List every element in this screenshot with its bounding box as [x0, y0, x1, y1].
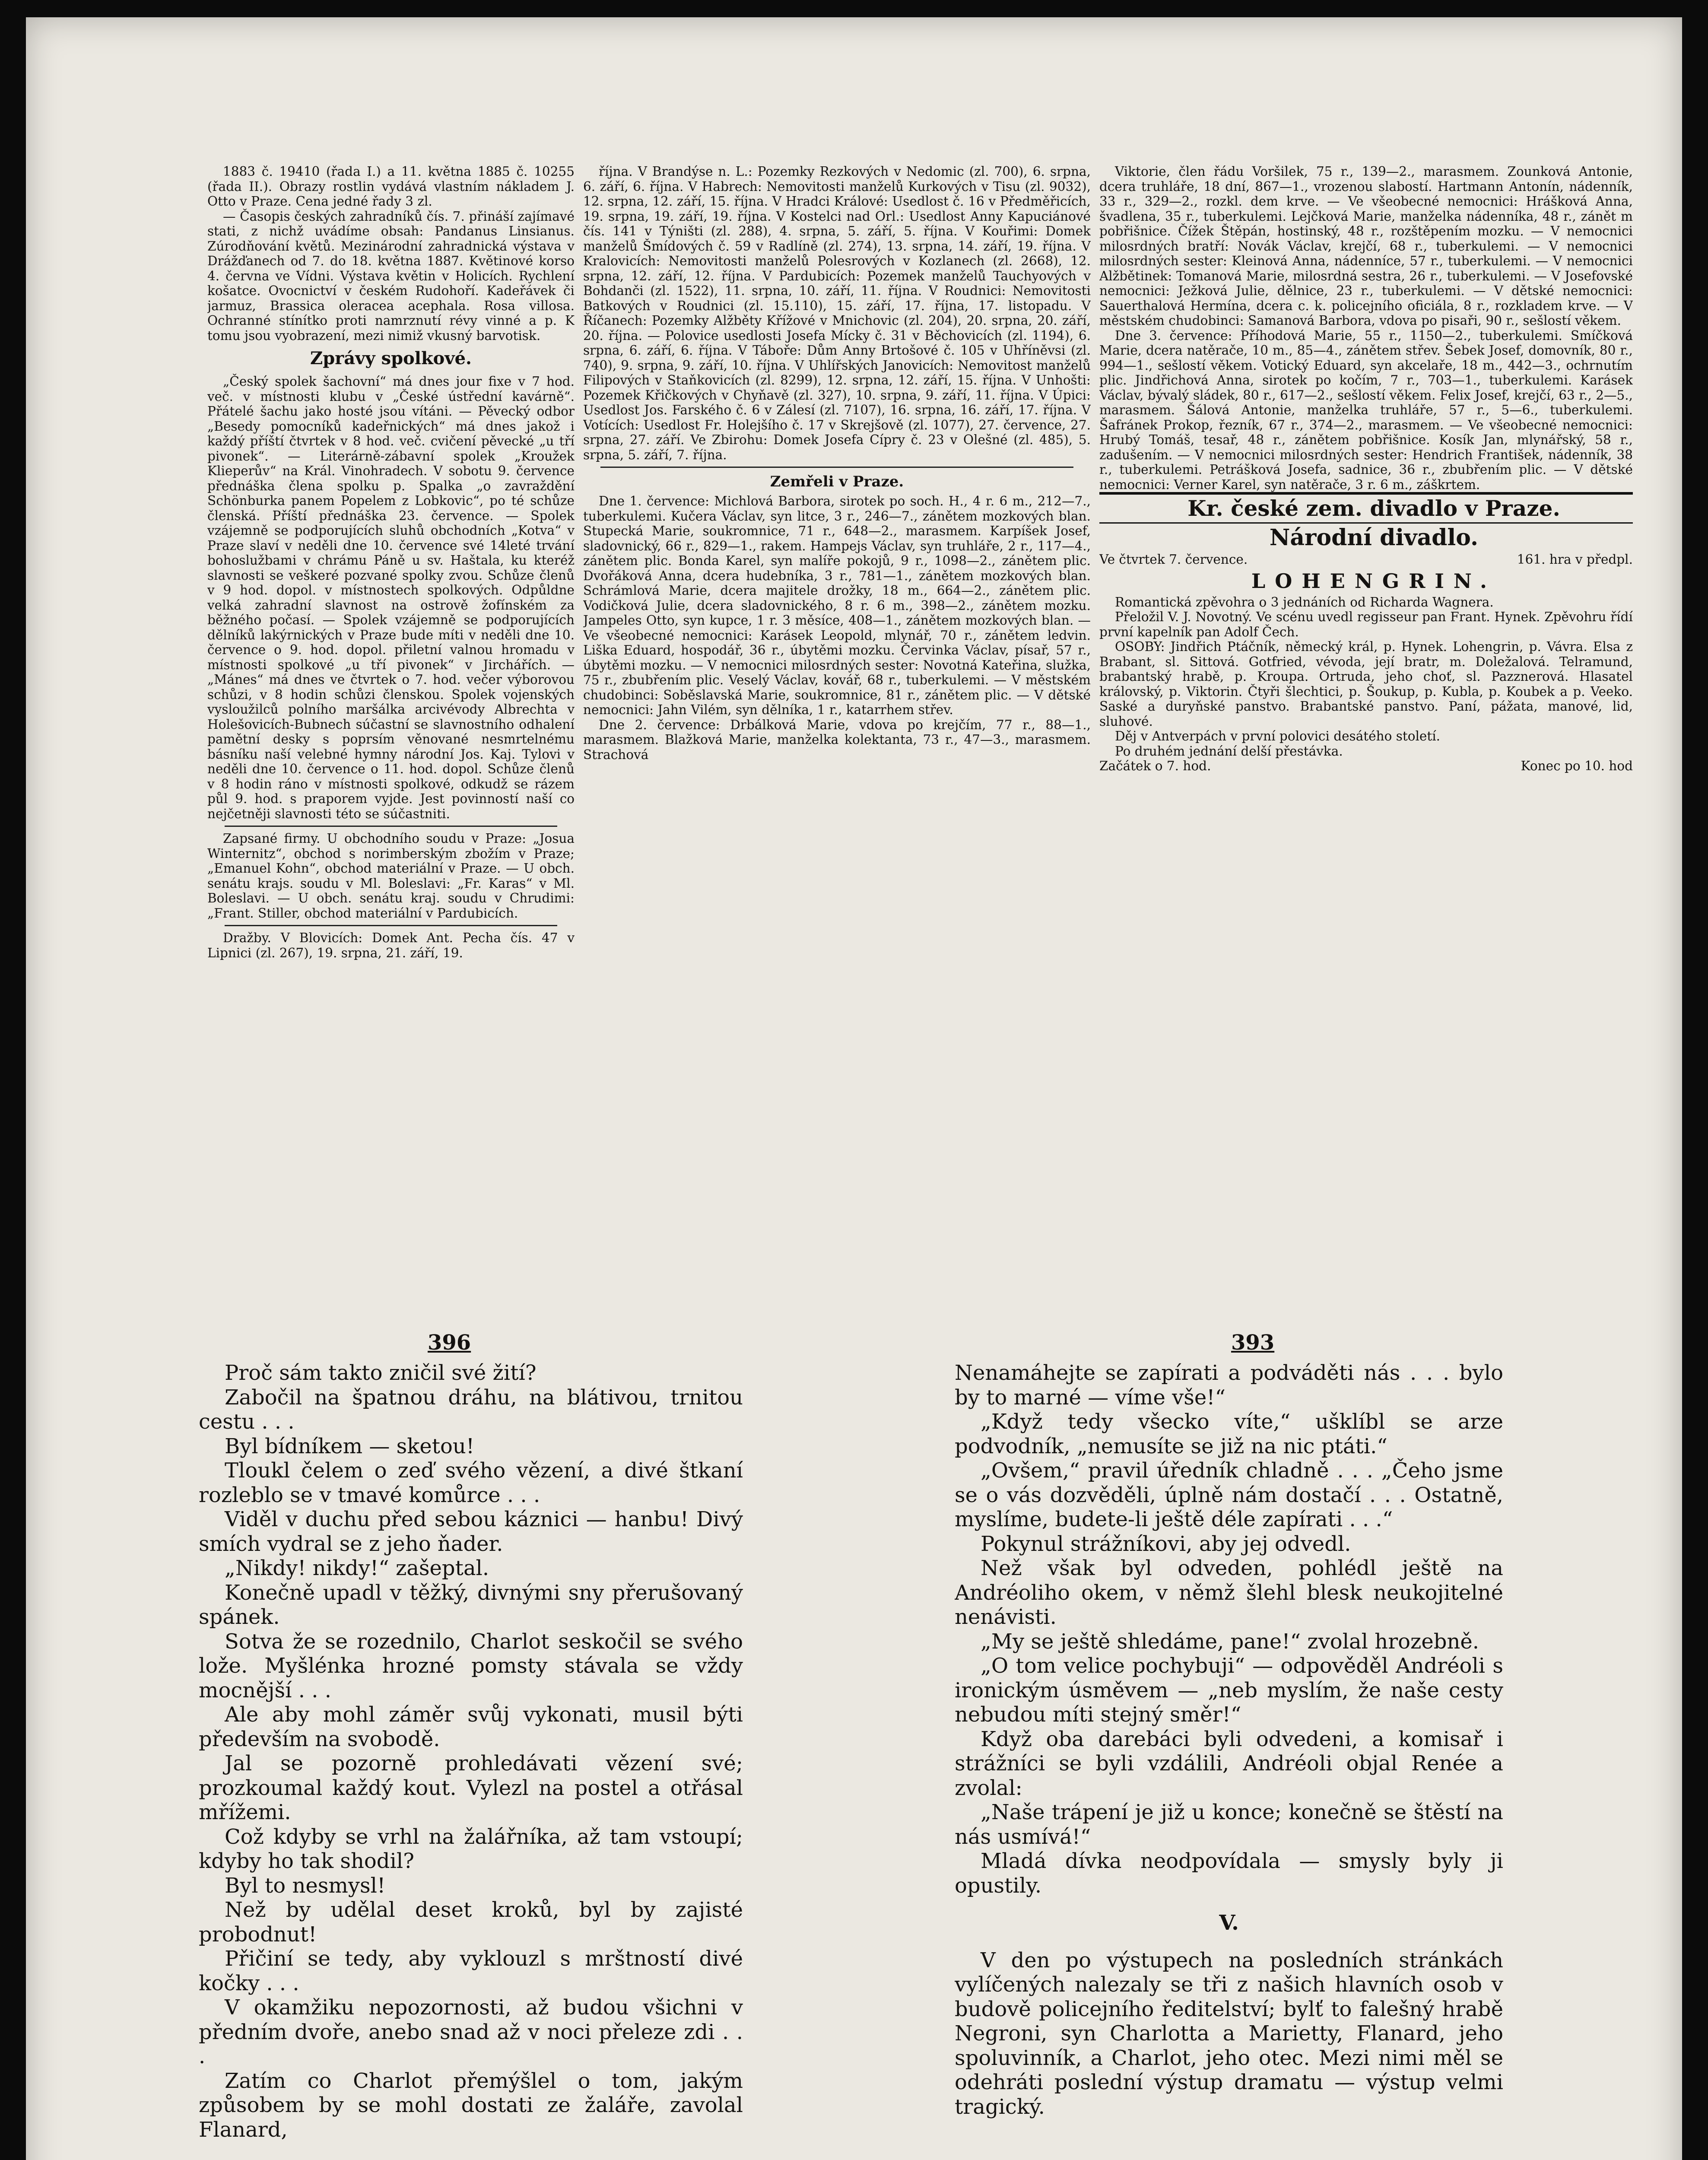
performance-times	[1099, 759, 1633, 774]
story-paragraph: Nenamáhejte se zapírati a podváděti nás . . . bylo by to marné — víme vše!“	[955, 1361, 1503, 1410]
page-number-right: 393	[1231, 1331, 1275, 1355]
story-paragraph: Přičiní se tedy, aby vyklouzl s mrštností divé kočky . . .	[199, 1947, 743, 1995]
paragraph: Dne 2. července: Drbálková Marie, vdova po krejčím, 77 r., 88—1., marasmem. Blažková Marie, manželka kolektanta, 73 r., 47—3., marasmem. Strachová	[583, 717, 1091, 762]
story-paragraph: Tloukl čelem o zeď svého vězení, a divé štkaní rozleblo se v tmavé komůrce . . .	[199, 1458, 743, 1507]
story-paragraph: „Naše trápení je již u konce; konečně se štěstí na nás usmívá!“	[955, 1800, 1503, 1849]
story-paragraph: „O tom velice pochybuji“ — odpověděl Andréoli s ironickým úsměvem — „neb myslím, že naše cesty nebudou míti stejný směr!“	[955, 1654, 1503, 1727]
story-paragraph: „My se ještě shledáme, pane!“ zvolal hrozebně.	[981, 1629, 1479, 1654]
play-title: LOHENGRIN.	[1251, 569, 1497, 593]
story-paragraph: Proč sám takto zničil své žití?	[225, 1361, 537, 1385]
paragraph: Dne 3. července: Příhodová Marie, 55 r., 1150—2., tuberkulemi. Smíčková Marie, dcera natěrače, 10 m., 85—4., zánětem střev. Šebek Josef, domovník, 80 r., 994—1., sešlostí věkem. Votický Eduard, syn akcelaře, 18 m., 442—3., ochrnutím plic. Jindřichová Anna, sirotek po kočím, 7 r., 703—1., tuberkulemi. Karásek Václav, bývalý sládek, 80 r., 617—2., sešlostí věkem. Felix Josef, krejčí, 63 r., 2—5., marasmem. Šálová Antonie, manželka truhláře, 57 r., 5—6., tuberkulemi. Šafránek Prokop, řezník, 67 r., 374—2., marasmem. — Ve všeobecné nemocnici: Hrubý Tomáš, tesař, 48 r., zánětem pobřišnice. Kosík Jan, mlynářský, 58 r., zadušením. — V nemocnici milosrdných sester: Hendrich František, nádenník, 38 r., tuberkulemi. Petrášková Josefa, sadnice, 36 r., zbubřením plic. — V dětské nemocnici: Verner Karel, syn natěrače, 3 r. 6 m., záškrtem.	[1099, 328, 1633, 492]
story-paragraph: Což kdyby se vrhl na žalářníka, až tam vstoupí; kdyby ho tak shodil?	[199, 1824, 743, 1873]
story-paragraph: Viděl v duchu před sebou káznici — hanbu! Divý smích vydral se z jeho ňader.	[199, 1507, 743, 1556]
story-paragraph: Než by udělal deset kroků, byl by zajisté probodnut!	[199, 1898, 743, 1947]
paragraph: Po druhém jednání delší přestávka.	[1115, 743, 1343, 759]
story-paragraph: Konečně upadl v těžký, divnými sny přerušovaný spánek.	[199, 1580, 743, 1629]
story-paragraph: „Nikdy! nikdy!“ zašeptal.	[225, 1556, 489, 1580]
paragraph: října. V Brandýse n. L.: Pozemky Rezkových v Nedomic (zl. 700), 6. srpna, 6. září, 6. října. V Habrech: Nemovitosti manželů Kurkových v Tisu (zl. 9032), 12. srpna, 12. září, 15. října. V Hradci Králové: Usedlost č. 16 v Předměřicích, 19. srpna, 19. září, 19. října. V Kostelci nad Orl.: Usedlost Anny Kapuciánové čís. 141 v Týništi (zl. 288), 4. srpna, 5. září, 5. října. V Kouřimi: Domek manželů Šmídových č. 59 v Radlíně (zl. 274), 13. srpna, 14. září, 19. října. V Kralovicích: Nemovitosti manželů Polesrových v Kozlanech (zl. 2668), 12. srpna, 12. září, 12. října. V Pardubicích: Pozemek manželů Tauchyových v Bohdanči (zl. 1522), 11. srpna, 10. září, 11. října. V Roudnici: Nemovitosti Batkových v Roudnici (zl. 15.110), 15. září, 17. října, 17. listopadu. V Říčanech: Pozemky Alžběty Křížové v Mnichovic (zl. 204), 20. srpna, 20. září, 20. října. — Polovice usedlosti Josefa Mícky č. 31 v Běchovicích (zl. 1194), 6. srpna, 6. září, 6. října. V Táboře: Dům Anny Brtošové č. 105 v Uhříněvsi (zl. 740), 9. srpna, 9. září, 10. října. V Uhlířských Janovicích: Nemovitost manželů Filipových v Staňkovicích (zl. 8299), 12. srpna, 12. září, 15. října. V Unhošti: Pozemek Křičkových v Chyňavě (zl. 327), 10. srpna, 9. září, 11. října. V Úpici: Usedlost Jos. Farského č. 6 v Zálesí (zl. 7107), 16. srpna, 16. září, 17. října. V Votících: Usedlost Fr. Holejšího č. 17 v Skrejšově (zl. 1077), 27. července, 27. srpna, 27. září. Ve Zbirohu: Domek Josefa Cípry č. 23 v Olešné (zl. 485), 5. srpna, 5. září, 7. října.	[583, 164, 1091, 462]
story-paragraph: Zabočil na špatnou dráhu, na blátivou, trnitou cestu . . .	[199, 1385, 743, 1434]
divider	[225, 826, 557, 827]
story-paragraph: Zatím co Charlot přemýšlel o tom, jakým způsobem by se mohl dostati ze žaláře, zavolal Flanard,	[199, 2068, 743, 2142]
story-paragraph: Byl to nesmysl!	[225, 1873, 386, 1898]
story-paragraph: Pokynul strážníkovi, aby jej odvedl.	[981, 1531, 1351, 1556]
paragraph: „Český spolek šachovní“ má dnes jour fixe v 7 hod. več. v místnosti klubu v „České ústřední kavárně“. Přátelé šachu jako hosté jsou vítáni. — Pěvecký odbor „Besedy pomocníků kadeřnických“ má dnes jakož i každý příští čtvrtek v 8 hod. več. cvičení pěvecké „u tří pivonek“. — Literárně-zábavní spolek „Kroužek Klieperův“ na Král. Vinohradech. V sobotu 9. července přednáška člena spolku p. Spalka „o zavraždění Schönburka panem Popelem z Lobkovic“, po té schůze členská. Příští přednáška 23. července. — Spolek vzájemně se podporujících sluhů obchodních „Kotva“ v Praze slaví v neděli dne 10. července své 14leté trvání bohoslužbami v chrámu Páně u sv. Haštala, ku kteréž slavnosti se veškeré pozvané spolky zvou. Schůze členů v 9 hod. dopol. v místnostech spolkových. Odpůldne velká zahradní slavnost na ostrově žofínském za běžného počasí. — Spolek vzájemně se podporujících dělníků lakýrnických v Praze bude míti v neděli dne 10. července o 9. hod. dopol. přiletní valnou hromadu v místnosti spolkové „u tří pivonek“ v Jirchářích. — „Mánes“ má dnes ve čtvrtek o 7. hod. večer výborovou schůzi, v 8 hodin schůzi členskou. Spolek vojenských vysloužilců polního maršálka arcivévody Albrechta v Holešovicích-Bubnech súčastní se slavnostního odhalení pamětní desky s poprsím věnované nesmrtelnému básníku naší velebné hymny národní Jos. Kaj. Tylovi v neděli dne 10. července o 11. hod. dopol. Schůze členů v 8 hodin ráno v místnosti spolkové, odkudž se rázem půl 9. hod. s praporem vyjde. Jest povinností naší co nejčetněji slavnosti této se súčastniti.	[207, 374, 575, 821]
paragraph: — Časopis českých zahradníků čís. 7. přináší zajímavé stati, z nichž uvádíme obsah: Pandanus Linsianus. Zúrodňování květů. Mezinárodní zahradnická výstava v Drážďanech od 7. do 18. května 1887. Květinové korso 4. června ve Vídni. Výstava květin v Holicích. Rychlení košatce. Ovocnictví v českém Rudohoří. Kadeřávek či jarmuz, Brassica oleracea acephala. Rosa villosa. Ochranné stínítko proti namrznutí révy vinné a p. K tomu jsou vyobrazení, mezi nimiž vkusný barvotisk.	[207, 209, 575, 343]
scanned-page	[26, 17, 1682, 2160]
story-column-right	[955, 1361, 1503, 2160]
performance-date-line	[1099, 552, 1633, 567]
story-paragraph: Byl bídníkem — sketou!	[225, 1434, 475, 1458]
paragraph: Romantická zpěvohra o 3 jednáních od Richarda Wagnera.	[1115, 594, 1494, 610]
story-paragraph: „Ovšem,“ pravil úředník chladně . . . „Čeho jsme se o vás dozvěděli, úplně nám dostačí . . . Ostatně, myslíme, budete-li ještě déle zapírati . . .“	[955, 1458, 1503, 1531]
section-heading: Zprávy spolkové.	[310, 348, 472, 368]
paragraph: Přeložil V. J. Novotný. Ve scénu uvedl regisseur pan Frant. Hynek. Zpěvohru řídí první kapelník pan Adolf Čech.	[1099, 610, 1633, 639]
paragraph: Děj v Antverpách v první polovici desátého století.	[1115, 729, 1441, 743]
story-column-left	[199, 1361, 743, 2160]
chapter-heading: V.	[1219, 1911, 1239, 1935]
story-paragraph: Než však byl odveden, pohlédl ještě na Andréoliho okem, v němž šlehl blesk neukojitelné nenávisti.	[955, 1556, 1503, 1629]
paragraph: Viktorie, člen řádu Voršilek, 75 r., 139—2., marasmem. Zounková Antonie, dcera truhláře, 18 dní, 867—1., vrozenou slabostí. Hartmann Antonín, nádenník, 33 r., 329—2., rozkl. dem krve. — Ve všeobecné nemocnici: Hrášková Anna, švadlena, 35 r., tuberkulemi. Lejčková Marie, manželka nádenníka, 48 r., zánět m pobřišnice. Čížek Štěpán, hostinský, 48 r., rozštěpením mozku. — V nemocnici milosrdných bratří: Novák Václav, krejčí, 68 r., tuberkulemi. — V nemocnici milosrdných sester: Kleinová Anna, nádenníce, 57 r., tuberkulemi. — V nemocnici Alžbětinek: Tomanová Marie, milosrdná sestra, 26 r., tuberkulemi. — V Josefovské nemocnici: Ježková Julie, dělnice, 23 r., tuberkulemi. — V dětské nemocnici: Sauerthalová Hermína, dcera c. k. policejního oficiála, 8 r., rozkladem krve. — V městském chudobinci: Samanová Barbora, vdova po pisaři, 90 r., sešlostí věkem.	[1099, 164, 1633, 328]
story-paragraph: „Když tedy všecko víte,“ ušklíbl se arze podvodník, „nemusíte se již na nic ptáti.“	[955, 1410, 1503, 1458]
story-paragraph: V den po výstupech na posledních stránkách vylíčených nalezaly se tři z našich hlavních osob v budově policejního ředitelství; bylť to falešný hrabě Negroni, syn Charlotta a Marietty, Flanard, jeho spoluvinník, a Charlot, jeho otec. Mezi nimi měl se odehráti poslední výstup dramatu — výstup velmi tragický.	[955, 1948, 1503, 2119]
divider	[225, 925, 557, 926]
story-paragraph: Mladá dívka neodpovídala — smysly byly ji opustily.	[955, 1849, 1503, 1898]
page-number-left: 396	[428, 1331, 471, 1355]
theater-subheading: Národní divadlo.	[1269, 524, 1479, 551]
performance-date: Ve čtvrtek 7. července.	[1099, 552, 1248, 567]
paragraph: 1883 č. 19410 (řada I.) a 11. května 1885 č. 10255 (řada II.). Obrazy rostlin vydává vlastním nákladem J. Otto v Praze. Cena jedné řady 3 zl.	[207, 164, 575, 209]
story-paragraph: Když oba darebáci byli odvedeni, a komisař i strážníci se byli vzdálili, Andréoli objal Renée a zvolal:	[955, 1727, 1503, 1800]
story-paragraph: V okamžiku nepozornosti, až budou všichni v předním dvoře, anebo snad až v noci přeleze zdi . . .	[199, 1995, 743, 2068]
story-paragraph: Jal se pozorně prohledávati vězení své; prozkoumal každý kout. Vylezl na postel a otřásal mřížemi.	[199, 1751, 743, 1824]
newspaper-column-1	[207, 164, 575, 1331]
paragraph: Dne 1. července: Michlová Barbora, sirotek po soch. H., 4 r. 6 m., 212—7., tuberkulemi. Kučera Václav, syn litce, 3 r., 246—7., zánětem mozkových blan. Stupecká Marie, soukromnice, 71 r., 648—2., marasmem. Karpíšek Josef, sladovnický, 66 r., 829—1., rakem. Hampejs Václav, syn truhláře, 2 r., 117—4., zánětem plic. Bonda Karel, syn malíře pokojů, 9 r., 1098—2., zánětem plic. Dvořáková Anna, dcera hudebníka, 3 r., 781—1., zánětem mozkových blan. Schrámlová Marie, dcera majitele drožky, 18 m., 664—2., zánětem plic. Vodičková Julie, dcera sladovnického, 8 r. 6 m., 398—2., zánětem mozku. Jampeles Otto, syn kupce, 1 r. 3 měsíce, 408—1., zánětem mozkových blan. — Ve všeobecné nemocnici: Karásek Leopold, mlynář, 70 r., zánětem ledvin. Liška Eduard, hospodář, 36 r., úbytěmi mozku. Červinka Václav, písař, 57 r., úbytěmi mozku. — V nemocnici milosrdných sester: Novotná Kateřina, služka, 75 r., zbubřením plic. Veselý Václav, kovář, 68 r., tuberkulemi. — V městském chudobinci: Soběslavská Marie, soukromnice, 81 r., zánětem plic. — V dětské nemocnici: Jahn Vilém, syn dělníka, 1 r., katarrhem střev.	[583, 494, 1091, 717]
newspaper-column-2	[583, 164, 1091, 1331]
theater-heading: Kr. české zem. divadlo v Praze.	[1099, 492, 1633, 524]
story-paragraph: Sotva že se rozednilo, Charlot seskočil se svého lože. Myšlénka hrozné pomsty stávala se vždy mocnější . . .	[199, 1629, 743, 1703]
paragraph: Zapsané firmy. U obchodního soudu v Praze: „Josua Winternitz“, obchod s norimberským zbožím v Praze; „Emanuel Kohn“, obchod materiální v Praze. — U obch. senátu krajs. soudu v Ml. Boleslavi: „Fr. Karas“ v Ml. Boleslavi. — U obch. senátu kraj. soudu v Chrudimi: „Frant. Stiller, obchod materiální v Pardubicích.	[207, 831, 575, 921]
section-heading: Zemřeli v Praze.	[770, 473, 904, 490]
paragraph: OSOBY: Jindřich Ptáčník, německý král, p. Hynek. Lohengrin, p. Vávra. Elsa z Brabant, sl. Sittová. Gotfried, vévoda, její bratr, m. Doležalová. Telramund, brabantský hrabě, p. Kroupa. Ortruda, jeho choť, sl. Pazznerová. Hlasatel královský, p. Viktorin. Čtyři šlechtici, p. Šoukup, p. Kubla, p. Koubek a p. Veeko. Saské a duryňské panstvo. Brabantské panstvo. Paní, pážata, manové, lid, sluhové.	[1099, 639, 1633, 729]
story-paragraph: Ale aby mohl záměr svůj vykonati, musil býti především na svobodě.	[199, 1703, 743, 1751]
end-time: Konec po 10. hod	[1521, 759, 1633, 773]
newspaper-column-3	[1099, 164, 1633, 1331]
paragraph: Dražby. V Blovicích: Domek Ant. Pecha čís. 47 v Lipnici (zl. 267), 19. srpna, 21. září, 19.	[207, 931, 575, 960]
start-time: Začátek o 7. hod.	[1099, 759, 1211, 773]
performance-number: 161. hra v předpl.	[1517, 552, 1633, 567]
divider	[600, 467, 1073, 468]
